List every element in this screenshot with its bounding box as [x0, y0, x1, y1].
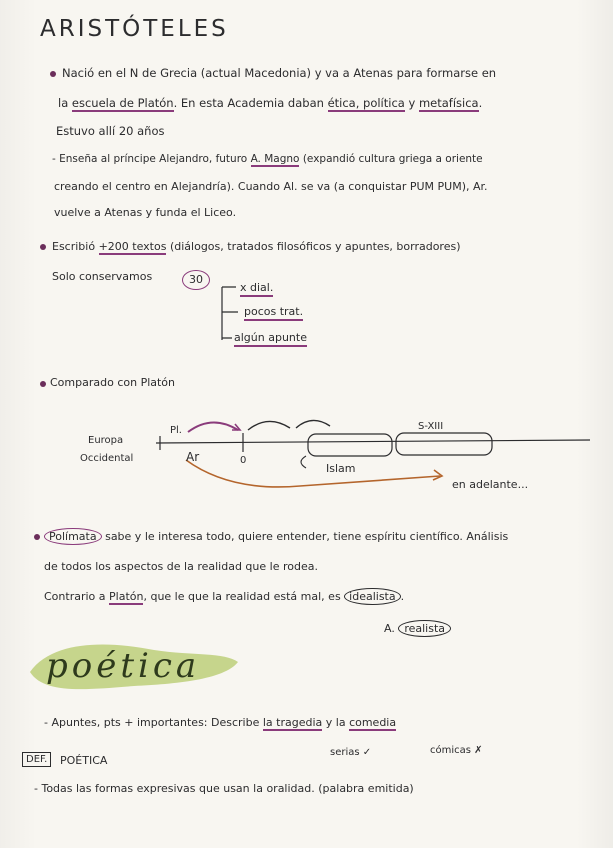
comedia: comedia: [349, 716, 397, 729]
b3-line2: Solo conservamos: [52, 270, 153, 283]
ar-label: Ar: [186, 450, 200, 464]
islam-label: Islam: [326, 462, 356, 475]
platon-ref: Platón: [109, 590, 144, 603]
poetica-heading: [24, 628, 244, 700]
polimata: Polímata: [44, 528, 102, 545]
b5-line1: [44, 530, 508, 544]
b1-l2c: . En esta Academia daban: [173, 96, 328, 110]
branch-trat: pocos trat.: [244, 305, 303, 321]
pl-label: Pl.: [170, 425, 182, 436]
a-magno: A. Magno: [250, 153, 300, 165]
escuela-platon: escuela de Platón: [71, 96, 174, 110]
b1-line3: Estuvo allí 20 años: [56, 124, 165, 138]
circled-30: 30: [182, 270, 210, 290]
zero-label: 0: [240, 455, 247, 466]
idealista: idealista: [344, 588, 400, 605]
b5-l3c: , que le que la realidad está mal, es: [143, 590, 345, 603]
la-tragedia: la tragedia: [262, 716, 323, 729]
def-box: DEF.: [22, 752, 51, 767]
b5-line4: [384, 622, 451, 636]
b1-l2a: la: [58, 96, 72, 110]
b4-heading: Comparado con Platón: [50, 376, 176, 389]
b6-line1: [44, 716, 396, 730]
b2-l1c: (expandió cultura griega a oriente: [299, 153, 483, 165]
b5-line3: [44, 590, 404, 604]
b3-l1c: (diálogos, tratados filosóficos y apuntes, borradores): [166, 240, 461, 253]
etica-politica: ética, política: [327, 96, 405, 110]
occidental-label: Occidental: [80, 453, 134, 464]
b1-line1: Nació en el N de Grecia (actual Macedonia) y va a Atenas para formarse en: [62, 66, 497, 80]
century-label: S-XIII: [418, 421, 444, 432]
b1-l2g: .: [478, 96, 483, 110]
b2-line3: vuelve a Atenas y funda el Liceo.: [54, 206, 237, 219]
comicas-note: cómicas ✗: [430, 745, 483, 756]
serias-note: serias ✓: [330, 747, 372, 758]
b2-l1a: - Enseña al príncipe Alejandro, futuro: [52, 153, 251, 165]
b6-l1c: y la: [322, 716, 350, 729]
metafisica: metafísica: [418, 96, 479, 110]
b5-line2: de todos los aspectos de la realidad que le rodea.: [44, 560, 318, 573]
b1-l2e: y: [404, 96, 419, 110]
bullet-dot: [34, 534, 40, 540]
poetica-text: poética: [46, 646, 201, 686]
b3-l1a: Escribió: [52, 240, 99, 253]
branch-dial: x dial.: [240, 281, 273, 297]
b5-l3a: Contrario a: [44, 590, 110, 603]
branch-apunte: algún apunte: [234, 331, 307, 347]
b5-l3e: .: [400, 590, 405, 603]
b2-line2: creando el centro en Alejandría). Cuando Al. se va (a conquistar PUM PUM), Ar.: [54, 180, 488, 193]
def-line: - Todas las formas expresivas que usan la oralidad. (palabra emitida): [34, 782, 414, 795]
realista: realista: [398, 620, 451, 637]
adelante-label: en adelante...: [452, 478, 529, 491]
b5-l1b: sabe y le interesa todo, quiere entender, tiene espíritu científico. Análisis: [101, 530, 509, 543]
b5-l4a: A.: [384, 622, 399, 635]
b6-l1a: - Apuntes, pts + importantes: Describe: [44, 716, 263, 729]
plus-200-textos: +200 textos: [98, 240, 167, 253]
europa-label: Europa: [88, 435, 124, 446]
def-label: POÉTICA: [60, 754, 108, 767]
page-title: ARISTÓTELES: [40, 16, 229, 42]
